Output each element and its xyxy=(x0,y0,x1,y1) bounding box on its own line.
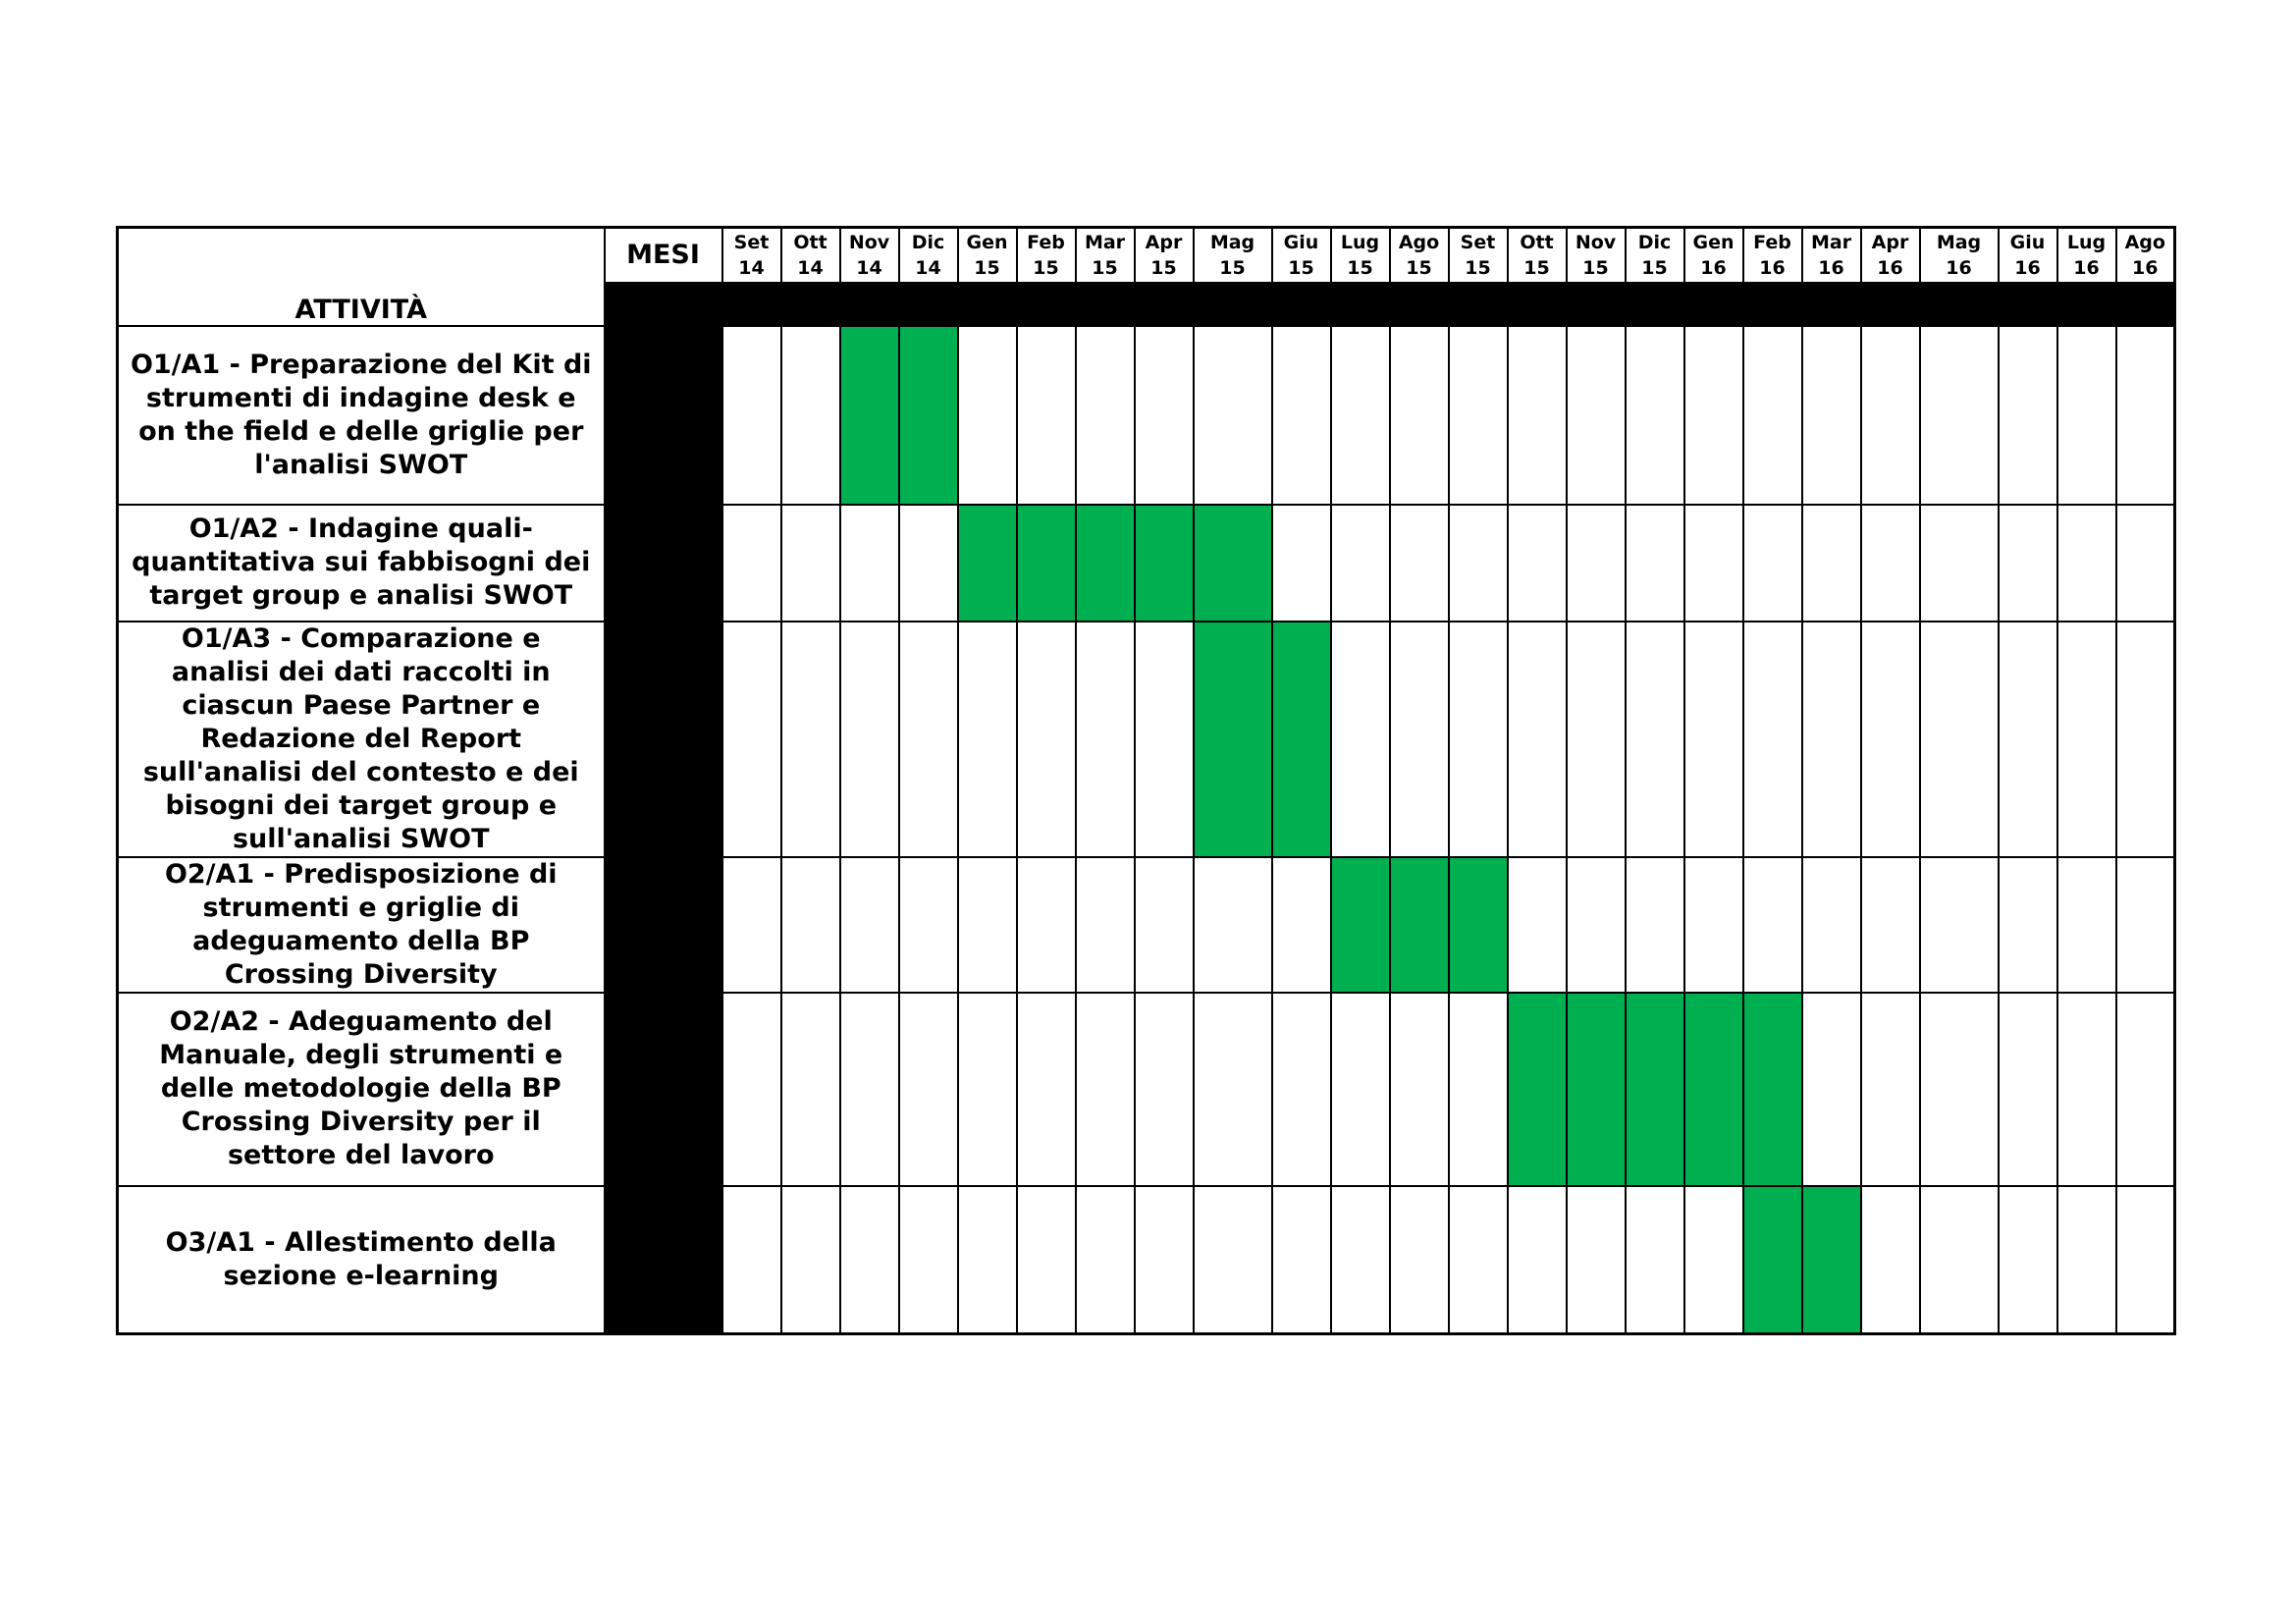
month-name: Gen xyxy=(1692,231,1735,253)
month-year: 16 xyxy=(2014,256,2041,279)
gantt-empty-cell xyxy=(722,326,781,505)
gantt-empty-cell xyxy=(1194,857,1272,993)
gantt-empty-cell xyxy=(840,857,899,993)
gantt-empty-cell xyxy=(1920,993,1999,1186)
gantt-empty-cell xyxy=(781,993,840,1186)
month-header xyxy=(1076,228,1135,283)
gantt-empty-cell xyxy=(781,857,840,993)
activity-name: O2/A1 - Predisposizione di strumenti e griglie di adeguamento della BP Crossing Diversity xyxy=(118,857,605,993)
gantt-empty-cell xyxy=(1802,326,1861,505)
gantt-empty-cell xyxy=(1920,1186,1999,1334)
gantt-empty-cell xyxy=(2116,1186,2175,1334)
gantt-empty-cell xyxy=(1567,326,1626,505)
month-header xyxy=(1743,228,1802,283)
gantt-empty-cell xyxy=(1449,326,1508,505)
month-year: 14 xyxy=(915,256,941,279)
gantt-empty-cell xyxy=(1390,622,1449,857)
gantt-empty-cell xyxy=(958,857,1017,993)
month-year: 15 xyxy=(1582,256,1609,279)
gantt-empty-cell xyxy=(2057,857,2116,993)
gantt-empty-cell xyxy=(1802,857,1861,993)
gantt-empty-cell xyxy=(1567,505,1626,622)
gantt-empty-cell xyxy=(1567,857,1626,993)
gantt-empty-cell xyxy=(958,1186,1017,1334)
activity-name: O1/A2 - Indagine quali-quantitativa sui fabbisogni dei target group e analisi SWOT xyxy=(118,505,605,622)
gantt-empty-cell xyxy=(2057,326,2116,505)
month-year: 16 xyxy=(2132,256,2159,279)
activity-name: O1/A3 - Comparazione e analisi dei dati raccolti in ciascun Paese Partner e Redazione del Report sull'analisi del contesto e dei bisogni dei target group e sull'analisi SWOT xyxy=(118,622,605,857)
activity-row xyxy=(118,993,2175,1186)
month-name: Gen xyxy=(966,231,1008,253)
gantt-empty-cell xyxy=(1194,1186,1272,1334)
month-name: Mag xyxy=(1936,231,1982,253)
gantt-empty-cell xyxy=(840,622,899,857)
gantt-empty-cell xyxy=(1017,326,1076,505)
gantt-empty-cell xyxy=(1626,1186,1684,1334)
gantt-empty-cell xyxy=(1076,622,1135,857)
gantt-empty-cell xyxy=(1999,505,2057,622)
gantt-empty-cell xyxy=(2057,1186,2116,1334)
gantt-empty-cell xyxy=(1861,857,1920,993)
month-name: Giu xyxy=(2009,231,2046,253)
month-name: Ott xyxy=(793,231,828,253)
month-year: 15 xyxy=(1033,256,1059,279)
gantt-empty-cell xyxy=(1449,622,1508,857)
gantt-active-cell xyxy=(1626,993,1684,1186)
gantt-empty-cell xyxy=(1743,622,1802,857)
gantt-empty-cell xyxy=(1194,993,1272,1186)
gantt-empty-cell xyxy=(2116,857,2175,993)
activity-row xyxy=(118,622,2175,857)
gantt-empty-cell xyxy=(1802,505,1861,622)
month-header xyxy=(1999,228,2057,283)
activity-row xyxy=(118,857,2175,993)
gantt-empty-cell xyxy=(1449,505,1508,622)
gantt-active-cell xyxy=(1017,505,1076,622)
gantt-empty-cell xyxy=(1449,993,1508,1186)
month-name: Dic xyxy=(1637,231,1672,253)
gantt-empty-cell xyxy=(2116,505,2175,622)
gantt-empty-cell xyxy=(1017,1186,1076,1334)
gantt-empty-cell xyxy=(1920,622,1999,857)
gantt-empty-cell xyxy=(1076,326,1135,505)
month-year: 14 xyxy=(797,256,824,279)
gantt-empty-cell xyxy=(1508,622,1567,857)
months-black-cell xyxy=(605,326,722,505)
month-header xyxy=(1626,228,1684,283)
month-header xyxy=(1135,228,1194,283)
month-year: 14 xyxy=(738,256,765,279)
gantt-empty-cell xyxy=(1017,622,1076,857)
gantt-empty-cell xyxy=(1626,857,1684,993)
month-header xyxy=(1802,228,1861,283)
gantt-empty-cell xyxy=(840,1186,899,1334)
gantt-empty-cell xyxy=(1331,1186,1390,1334)
month-year: 16 xyxy=(2073,256,2100,279)
gantt-empty-cell xyxy=(840,505,899,622)
gantt-empty-cell xyxy=(1626,505,1684,622)
gantt-empty-cell xyxy=(1567,1186,1626,1334)
gantt-empty-cell xyxy=(2116,622,2175,857)
activity-row xyxy=(118,1186,2175,1334)
gantt-empty-cell xyxy=(1743,505,1802,622)
month-year: 16 xyxy=(1818,256,1844,279)
month-year: 15 xyxy=(1092,256,1118,279)
gantt-empty-cell xyxy=(1999,622,2057,857)
gantt-empty-cell xyxy=(1017,993,1076,1186)
month-name: Giu xyxy=(1283,231,1319,253)
month-name: Apr xyxy=(1145,231,1183,253)
activity-name: O2/A2 - Adeguamento del Manuale, degli strumenti e delle metodologie della BP Crossing Diversity per il settore del lavoro xyxy=(118,993,605,1186)
gantt-empty-cell xyxy=(781,622,840,857)
gantt-empty-cell xyxy=(1508,857,1567,993)
gantt-empty-cell xyxy=(1449,1186,1508,1334)
month-year: 16 xyxy=(1946,256,1972,279)
gantt-empty-cell xyxy=(1272,505,1331,622)
gantt-active-cell xyxy=(1567,993,1626,1186)
gantt-empty-cell xyxy=(1508,1186,1567,1334)
gantt-active-cell xyxy=(1802,1186,1861,1334)
month-year: 15 xyxy=(974,256,1000,279)
month-year: 14 xyxy=(856,256,882,279)
gantt-active-cell xyxy=(1076,505,1135,622)
gantt-empty-cell xyxy=(781,1186,840,1334)
activity-name: O1/A1 - Preparazione del Kit di strumenti di indagine desk e on the field e delle griglie per l'analisi SWOT xyxy=(118,326,605,505)
gantt-empty-cell xyxy=(722,622,781,857)
gantt-empty-cell xyxy=(1920,857,1999,993)
month-header xyxy=(1508,228,1567,283)
activity-row xyxy=(118,326,2175,505)
month-year: 16 xyxy=(1759,256,1786,279)
gantt-active-cell xyxy=(1390,857,1449,993)
gantt-empty-cell xyxy=(1802,622,1861,857)
month-name: Mar xyxy=(1084,231,1126,253)
gantt-active-cell xyxy=(1194,622,1272,857)
month-year: 15 xyxy=(1406,256,1432,279)
months-column-header: MESI xyxy=(605,228,722,283)
gantt-empty-cell xyxy=(1861,993,1920,1186)
gantt-empty-cell xyxy=(1272,1186,1331,1334)
month-header xyxy=(1861,228,1920,283)
gantt-empty-cell xyxy=(1135,1186,1194,1334)
month-name: Apr xyxy=(1871,231,1909,253)
gantt-empty-cell xyxy=(1684,622,1743,857)
month-name: Set xyxy=(733,231,770,253)
gantt-active-cell xyxy=(1508,993,1567,1186)
gantt-empty-cell xyxy=(1331,993,1390,1186)
gantt-empty-cell xyxy=(1390,505,1449,622)
gantt-empty-cell xyxy=(958,993,1017,1186)
month-year: 15 xyxy=(1150,256,1177,279)
month-name: Ago xyxy=(1398,231,1440,253)
gantt-empty-cell xyxy=(1626,326,1684,505)
gantt-empty-cell xyxy=(722,993,781,1186)
gantt-empty-cell xyxy=(2116,993,2175,1186)
month-year: 15 xyxy=(1641,256,1668,279)
gantt-active-cell xyxy=(840,326,899,505)
gantt-empty-cell xyxy=(1999,326,2057,505)
gantt-empty-cell xyxy=(1861,505,1920,622)
month-header xyxy=(958,228,1017,283)
month-header xyxy=(1194,228,1272,283)
gantt-empty-cell xyxy=(1508,505,1567,622)
gantt-active-cell xyxy=(1684,993,1743,1186)
month-header xyxy=(1449,228,1508,283)
month-name: Set xyxy=(1460,231,1496,253)
gantt-empty-cell xyxy=(1076,993,1135,1186)
month-header xyxy=(1390,228,1449,283)
gantt-empty-cell xyxy=(958,326,1017,505)
gantt-empty-cell xyxy=(899,622,958,857)
gantt-empty-cell xyxy=(1272,857,1331,993)
month-name: Nov xyxy=(848,231,890,253)
gantt-active-cell xyxy=(1272,622,1331,857)
month-name: Ott xyxy=(1520,231,1554,253)
month-header xyxy=(722,228,781,283)
gantt-empty-cell xyxy=(2057,505,2116,622)
header-black-band xyxy=(605,283,2175,326)
gantt-empty-cell xyxy=(1390,993,1449,1186)
gantt-empty-cell xyxy=(1194,326,1272,505)
gantt-empty-cell xyxy=(1861,1186,1920,1334)
gantt-empty-cell xyxy=(899,993,958,1186)
gantt-empty-cell xyxy=(1272,993,1331,1186)
month-header xyxy=(1272,228,1331,283)
month-year: 15 xyxy=(1347,256,1373,279)
gantt-empty-cell xyxy=(899,857,958,993)
month-header xyxy=(781,228,840,283)
gantt-empty-cell xyxy=(1076,1186,1135,1334)
gantt-active-cell xyxy=(1743,1186,1802,1334)
gantt-empty-cell xyxy=(1390,1186,1449,1334)
gantt-empty-cell xyxy=(781,326,840,505)
month-name: Lug xyxy=(1340,231,1380,253)
month-name: Dic xyxy=(911,231,945,253)
gantt-empty-cell xyxy=(2116,326,2175,505)
month-name: Mag xyxy=(1209,231,1255,253)
gantt-empty-cell xyxy=(1999,1186,2057,1334)
month-year: 16 xyxy=(1877,256,1903,279)
gantt-empty-cell xyxy=(1331,326,1390,505)
gantt-empty-cell xyxy=(1135,857,1194,993)
gantt-empty-cell xyxy=(840,993,899,1186)
months-black-cell xyxy=(605,505,722,622)
gantt-empty-cell xyxy=(722,857,781,993)
gantt-empty-cell xyxy=(1999,993,2057,1186)
gantt-empty-cell xyxy=(1743,326,1802,505)
months-black-cell xyxy=(605,1186,722,1334)
gantt-empty-cell xyxy=(1135,622,1194,857)
gantt-empty-cell xyxy=(1920,326,1999,505)
month-year: 15 xyxy=(1288,256,1314,279)
month-header xyxy=(1567,228,1626,283)
months-black-cell xyxy=(605,622,722,857)
gantt-empty-cell xyxy=(1331,622,1390,857)
activity-name: O3/A1 - Allestimento della sezione e-learning xyxy=(118,1186,605,1334)
months-black-cell xyxy=(605,993,722,1186)
gantt-table xyxy=(116,226,2176,1335)
gantt-empty-cell xyxy=(1684,326,1743,505)
gantt-empty-cell xyxy=(1684,857,1743,993)
month-year: 15 xyxy=(1523,256,1550,279)
gantt-empty-cell xyxy=(1861,622,1920,857)
gantt-empty-cell xyxy=(1135,326,1194,505)
gantt-active-cell xyxy=(899,326,958,505)
gantt-active-cell xyxy=(1194,505,1272,622)
month-header xyxy=(1684,228,1743,283)
gantt-empty-cell xyxy=(1626,622,1684,857)
gantt-empty-cell xyxy=(722,505,781,622)
gantt-empty-cell xyxy=(1743,857,1802,993)
gantt-empty-cell xyxy=(1920,505,1999,622)
gantt-empty-cell xyxy=(1331,505,1390,622)
gantt-active-cell xyxy=(1449,857,1508,993)
gantt-empty-cell xyxy=(1017,857,1076,993)
gantt-empty-cell xyxy=(781,505,840,622)
month-name: Ago xyxy=(2124,231,2165,253)
gantt-empty-cell xyxy=(1802,993,1861,1186)
month-header xyxy=(2057,228,2116,283)
month-name: Mar xyxy=(1810,231,1852,253)
gantt-active-cell xyxy=(1743,993,1802,1186)
month-name: Lug xyxy=(2066,231,2107,253)
month-name: Feb xyxy=(1027,231,1065,253)
month-year: 15 xyxy=(1219,256,1246,279)
gantt-empty-cell xyxy=(1861,326,1920,505)
gantt-empty-cell xyxy=(1508,326,1567,505)
gantt-empty-cell xyxy=(1999,857,2057,993)
month-header xyxy=(1017,228,1076,283)
gantt-empty-cell xyxy=(958,622,1017,857)
gantt-active-cell xyxy=(1331,857,1390,993)
month-year: 15 xyxy=(1465,256,1491,279)
gantt-empty-cell xyxy=(1684,1186,1743,1334)
gantt-empty-cell xyxy=(722,1186,781,1334)
month-year: 16 xyxy=(1700,256,1727,279)
month-name: Nov xyxy=(1575,231,1617,253)
month-header xyxy=(1920,228,1999,283)
gantt-empty-cell xyxy=(2057,622,2116,857)
gantt-empty-cell xyxy=(1567,622,1626,857)
month-header xyxy=(2116,228,2175,283)
gantt-empty-cell xyxy=(1684,505,1743,622)
month-header xyxy=(840,228,899,283)
activity-row xyxy=(118,505,2175,622)
month-name: Feb xyxy=(1753,231,1791,253)
gantt-empty-cell xyxy=(899,505,958,622)
gantt-active-cell xyxy=(958,505,1017,622)
gantt-empty-cell xyxy=(1135,993,1194,1186)
month-header xyxy=(1331,228,1390,283)
gantt-empty-cell xyxy=(1272,326,1331,505)
activity-column-header: ATTIVITÀ xyxy=(118,228,605,326)
month-header xyxy=(899,228,958,283)
gantt-empty-cell xyxy=(2057,993,2116,1186)
gantt-active-cell xyxy=(1135,505,1194,622)
months-black-cell xyxy=(605,857,722,993)
gantt-empty-cell xyxy=(1390,326,1449,505)
gantt-empty-cell xyxy=(1076,857,1135,993)
gantt-empty-cell xyxy=(899,1186,958,1334)
